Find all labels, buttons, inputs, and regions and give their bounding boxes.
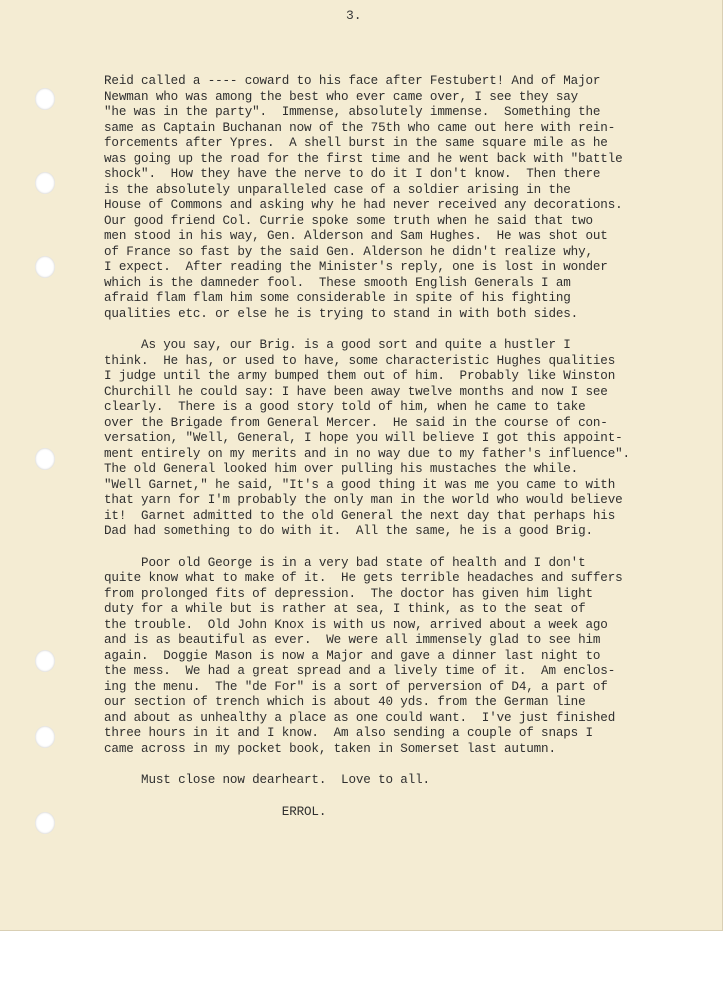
paragraph — [104, 773, 714, 789]
text-line: that yarn for I'm probably the only man in the world who would believe — [104, 493, 623, 507]
paragraph — [104, 74, 714, 322]
text-line: The old General looked him over pulling his mustaches the while. — [104, 462, 579, 476]
paragraph-gap — [104, 322, 714, 338]
text-line: "he was in the party". Immense, absolutely immense. Something the — [104, 105, 601, 119]
text-line: Must close now dearheart. Love to all. — [104, 773, 430, 787]
text-line: same as Captain Buchanan now of the 75th who came out here with rein- — [104, 120, 616, 135]
signature — [104, 805, 714, 821]
text-line: is the absolutely unparalleled case of a soldier arising in the — [104, 182, 571, 197]
text-line: I expect. After reading the Minister's reply, one is lost in wonder — [104, 260, 608, 274]
text-line: our section of trench which is about 40 yds. from the German line — [104, 695, 586, 709]
paragraph-gap — [104, 540, 714, 556]
punch-hole — [35, 650, 55, 672]
punch-hole — [35, 88, 55, 110]
punch-hole — [35, 726, 55, 748]
text-line: Newman who was among the best who ever came over, I see they say — [104, 89, 579, 104]
punch-hole — [35, 256, 55, 278]
text-line: men stood in his way, Gen. Alderson and Sam Hughes. He was shot out — [104, 229, 608, 243]
text-line: Reid called a ---- coward to his face after Festubert! And of Major — [104, 74, 601, 88]
punch-hole — [35, 172, 55, 194]
text-line: Our good friend Col. Currie spoke some truth when he said that two — [104, 213, 593, 228]
text-line: ing the menu. The "de For" is a sort of perversion of D4, a part of — [104, 679, 608, 694]
text-line: and about as unhealthy a place as one could want. I've just finished — [104, 710, 616, 725]
text-line: was going up the road for the first time and he went back with "battle — [104, 151, 623, 166]
punch-hole — [35, 448, 55, 470]
text-line: Dad had something to do with it. All the same, he is a good Brig. — [104, 524, 593, 538]
text-line: it! Garnet admitted to the old General the next day that perhaps his — [104, 508, 616, 523]
punch-hole — [35, 812, 55, 834]
text-line: Poor old George is in a very bad state of health and I don't — [104, 555, 586, 570]
paragraph — [104, 338, 714, 540]
text-line: the mess. We had a great spread and a lively time of it. Am enclos- — [104, 664, 616, 678]
text-line: I judge until the army bumped them out of him. Probably like Winston — [104, 369, 616, 383]
text-line: and is as beautiful as ever. We were all immensely glad to see him — [104, 633, 601, 647]
text-line: quite know what to make of it. He gets terrible headaches and suffers — [104, 571, 623, 585]
text-line: qualities etc. or else he is trying to stand in with both sides. — [104, 306, 579, 321]
text-line: came across in my pocket book, taken in Somerset last autumn. — [104, 741, 556, 756]
text-line: which is the damneder fool. These smooth English Generals I am — [104, 275, 571, 290]
paragraph-gap — [104, 789, 714, 805]
text-line: "Well Garnet," he said, "It's a good thing it was me you came to with — [104, 477, 616, 492]
text-line: think. He has, or used to have, some characteristic Hughes qualities — [104, 353, 616, 368]
signature-text: ERROL. — [281, 804, 327, 819]
text-line: three hours in it and I know. Am also sending a couple of snaps I — [104, 726, 593, 740]
text-line: afraid flam flam him some considerable in spite of his fighting — [104, 291, 571, 305]
text-line: from prolonged fits of depression. The doctor has given him light — [104, 586, 593, 601]
text-line: forcements after Ypres. A shell burst in the same square mile as he — [104, 136, 608, 150]
text-line: As you say, our Brig. is a good sort and quite a hustler I — [104, 338, 571, 352]
text-line: the trouble. Old John Knox is with us now, arrived about a week ago — [104, 617, 608, 632]
paragraph-gap — [104, 757, 714, 773]
paragraphs-container — [104, 74, 714, 805]
text-line: shock". How they have the nerve to do it I don't know. Then there — [104, 167, 601, 181]
text-line: duty for a while but is rather at sea, I think, as to the seat of — [104, 602, 586, 616]
page-number: 3. — [346, 8, 362, 23]
text-line: again. Doggie Mason is now a Major and gave a dinner last night to — [104, 648, 601, 663]
text-line: Churchill he could say: I have been away twelve months and now I see — [104, 384, 608, 399]
text-line: over the Brigade from General Mercer. He said in the course of con- — [104, 415, 608, 430]
paragraph — [104, 556, 714, 758]
text-line: versation, "Well, General, I hope you will believe I got this appoint- — [104, 431, 623, 445]
text-line: ment entirely on my merits and in no way due to my father's influence". — [104, 446, 630, 461]
text-line: of France so fast by the said Gen. Alderson he didn't realize why, — [104, 244, 593, 259]
text-line: House of Commons and asking why he had never received any decorations. — [104, 198, 623, 212]
letter-body — [104, 74, 714, 820]
text-line: clearly. There is a good story told of him, when he came to take — [104, 400, 586, 414]
